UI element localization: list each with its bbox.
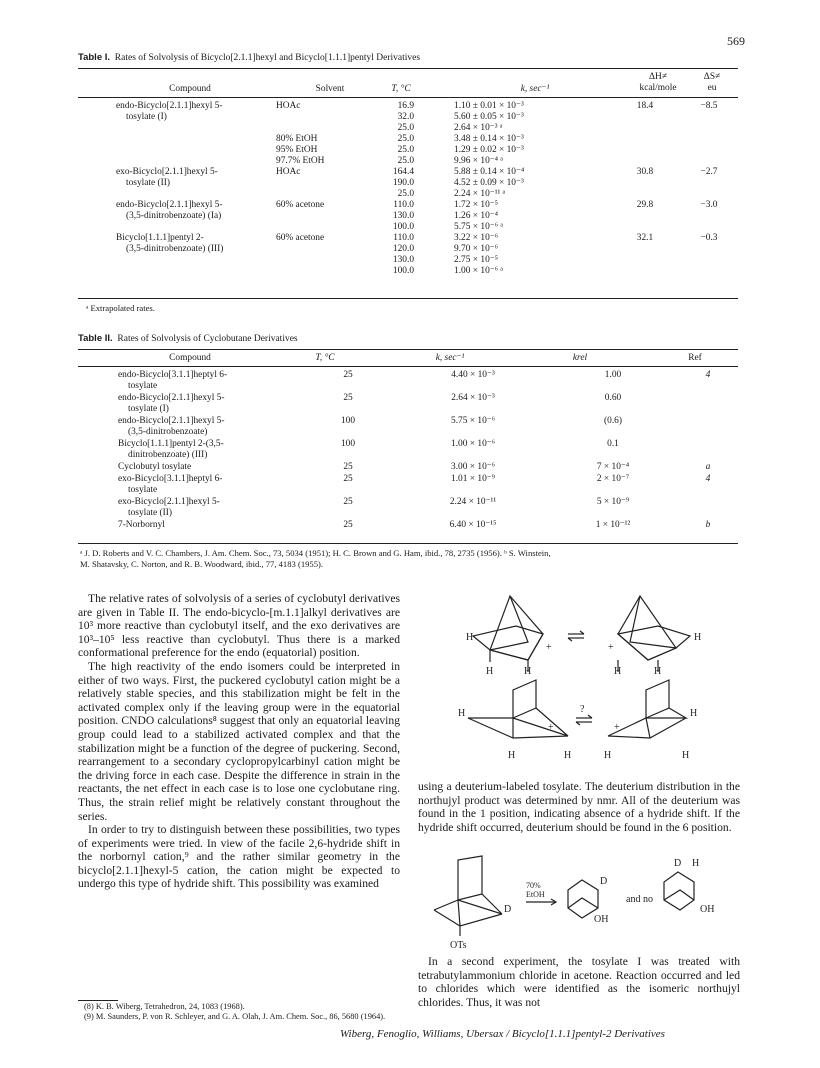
table2-cell-k: 6.40 × 10⁻¹⁵ (449, 520, 497, 530)
table2-cell-t: 25 (343, 462, 353, 472)
svg-text:H: H (486, 666, 494, 677)
table2-cell-k: 2.64 × 10⁻³ (451, 393, 495, 403)
table1-row (78, 189, 738, 200)
table1-cell-t: 25.0 (397, 145, 414, 155)
table1-cell-t: 164.4 (392, 167, 414, 177)
table1-row (78, 255, 738, 266)
page-number: 569 (727, 34, 745, 48)
table1-row (78, 156, 738, 167)
table2-cell-ref (678, 439, 738, 462)
table1-row (78, 222, 738, 233)
table1-cell-k: 2.75 × 10⁻⁵ (454, 255, 498, 265)
structure-1 (490, 596, 543, 660)
table2-top-rule (78, 349, 738, 350)
table1-title: Rates of Solvolysis of Bicyclo[2.1.1]hexyl and Bicyclo[1.1.1]pentyl Derivatives (114, 53, 421, 63)
table1-cell-compound: tosylate (II) (126, 178, 170, 188)
table2-cell-krel: 1.00 (604, 370, 622, 380)
running-head: Wiberg, Fenoglio, Williams, Ubersax / Bicyclo[1.1.1]pentyl-2 Derivatives (340, 1028, 665, 1040)
svg-text:+: + (608, 642, 614, 653)
table2-cell-krel: (0.6) (604, 416, 622, 426)
table1-cell-dh (610, 255, 680, 266)
table2-header-krel: krel (572, 353, 588, 363)
table1-row (78, 101, 738, 112)
table1-cell-ds (680, 145, 738, 156)
table1-cell-ds (680, 112, 738, 123)
table1-header-solvent: Solvent (315, 84, 345, 94)
table1-cell-compound (78, 123, 276, 134)
table1-cell-solvent (276, 112, 368, 123)
table1-cell-ds (680, 266, 738, 277)
table1-header-rule (78, 97, 738, 98)
table1-cell-compound: tosylate (I) (126, 112, 167, 122)
table1-header-dh: ΔH≠ kcal/mole (639, 72, 677, 93)
table2-cell-krel: 5 × 10⁻⁹ (596, 497, 630, 507)
table1-cell-t: 100.0 (392, 266, 414, 276)
table1-cell-ds (680, 189, 738, 200)
table2-cell-k: 4.40 × 10⁻³ (451, 370, 495, 380)
table1-cell-solvent (276, 123, 368, 134)
table1-cell-solvent: 97.7% EtOH (276, 156, 325, 166)
table1-cell-compound: (3,5-dinitrobenzoate) (Ia) (126, 211, 222, 221)
table1-row (78, 123, 738, 134)
svg-text:D: D (600, 876, 608, 887)
svg-text:H: H (614, 666, 622, 677)
table1-row (78, 134, 738, 145)
table2-row (78, 462, 738, 474)
table1-cell-t: 190.0 (392, 178, 414, 188)
table1-cell-t: 110.0 (393, 200, 414, 210)
table1-cell-compound (78, 255, 276, 266)
table1-row (78, 233, 738, 244)
structure-3 (513, 680, 536, 718)
table1-cell-dh (610, 222, 680, 233)
right-column-text-1 (418, 780, 740, 834)
table1-cell-ds: −2.7 (700, 167, 718, 177)
table1-cell-solvent (276, 222, 368, 233)
table2-header-ref: Ref (688, 353, 702, 363)
table1-cell-ds: −0.3 (700, 233, 718, 243)
table2-footnote (80, 548, 740, 570)
table1-cell-compound: Bicyclo[1.1.1]pentyl 2- (116, 233, 204, 243)
left-column-text (78, 592, 400, 891)
table1-cell-dh: 30.8 (636, 167, 654, 177)
table1-cell-dh (610, 145, 680, 156)
label-oh: OH (594, 914, 609, 925)
table2-row (78, 416, 738, 439)
table1-row (78, 211, 738, 222)
table2-cell-ref (678, 393, 738, 416)
table1-cell-t: 110.0 (393, 233, 414, 243)
table2-cell-ref: 4 (705, 474, 711, 484)
table1-header-k: k, sec⁻¹ (520, 84, 550, 94)
table1-cell-t: 100.0 (392, 222, 414, 232)
labeled-tosylate (458, 856, 482, 900)
reagent-percent: 70% (526, 881, 541, 890)
table2-cell-compound: Bicyclo[1.1.1]pentyl 2-(3,5- dinitrobenzoate) (III) (118, 439, 224, 460)
table2-cell-compound: endo-Bicyclo[2.1.1]hexyl 5- (3,5-dinitrobenzoate) (118, 416, 225, 437)
table2-cell-compound: exo-Bicyclo[2.1.1]hexyl 5- tosylate (II) (118, 497, 220, 518)
table1-cell-ds: −8.5 (700, 101, 718, 111)
table1-cell-k: 2.64 × 10⁻³ ᵃ (454, 123, 503, 133)
table1-cell-compound (78, 266, 276, 277)
table2-row (78, 497, 738, 520)
table1-header-compound: Compound (169, 84, 211, 94)
table1-cell-k: 1.00 × 10⁻⁶ ᵃ (454, 266, 503, 276)
table1-cell-dh (610, 244, 680, 255)
table2-label: Table II. (78, 333, 113, 344)
table1-cell-compound (78, 189, 276, 200)
table1-cell-solvent: HOAc (276, 101, 301, 111)
table2-cell-ref (678, 497, 738, 520)
table1-cell-solvent (276, 178, 368, 189)
table1-cell-dh (610, 134, 680, 145)
table2-cell-t: 25 (343, 520, 353, 530)
table2-cell-ref: b (705, 520, 711, 530)
table1-cell-t: 130.0 (392, 211, 414, 221)
table1-cell-ds (680, 178, 738, 189)
table2-cell-krel: 0.1 (607, 439, 619, 449)
table2-header-t: T, °C (315, 353, 335, 363)
table1-cell-t: 25.0 (397, 123, 414, 133)
table2-cell-k: 3.00 × 10⁻⁶ (451, 462, 495, 472)
table1-row (78, 244, 738, 255)
table2-row (78, 474, 738, 497)
table1-cell-k: 5.75 × 10⁻⁶ ᵃ (454, 222, 503, 232)
label-ots: OTs (450, 940, 467, 950)
table1-footnote: ᵃ Extrapolated rates. (86, 303, 155, 313)
table1-cell-solvent: 60% acetone (276, 233, 325, 243)
paragraph-relative-rates: The relative rates of solvolysis of a series of cyclobutyl derivatives are given in Table II. The endo-bicyclo-[m.1.1]alkyl derivatives are 10³ more reactive than cyclobutyl itself, and the exo derivatives are 10³–10⁵ less reactive than cyclobutyl. Thus there is a marked conformational preference for the endo (equatorial) position. (78, 592, 400, 660)
table1-cell-solvent: 95% EtOH (276, 145, 318, 155)
paragraph-high-reactivity: The high reactivity of the endo isomers could be interpreted in either of two ways. First, the puckered cyclobutyl cation might be a relatively stable species, and this stabilization might be felt in the activated complex only if the leaving group were in the equatorial position. CNDO calculations⁸ suggest that only an equatorial leaving group could lead to a stabilized activated complex and that the stabilization might be a function of the degree of puckering. Second, rearrangement to a secondary cyclopropylcarbinyl cation might be the driving force in each case. Despite the difference in strain in the reactants, the net effect in each case is to lose one cyclobutane ring. Thus, the strain relief might be relatively constant throughout the series. (78, 659, 400, 823)
table2-cell-t: 100 (340, 416, 356, 426)
table1-cell-compound (78, 222, 276, 233)
table1-row (78, 178, 738, 189)
table1-cell-dh (610, 211, 680, 222)
table1-cell-compound: exo-Bicyclo[2.1.1]hexyl 5- (116, 167, 218, 177)
svg-text:OH: OH (700, 904, 715, 915)
table2-cell-ref: a (705, 462, 711, 472)
table2-cell-compound: exo-Bicyclo[3.1.1]heptyl 6- tosylate (118, 474, 223, 495)
label-plus: + (546, 642, 552, 653)
table2-cell-compound: 7-Norbornyl (118, 520, 165, 530)
table1-cell-solvent: 80% EtOH (276, 134, 318, 144)
table2-cell-krel: 2 × 10⁻⁷ (596, 474, 630, 484)
table2-cell-t: 25 (343, 474, 353, 484)
svg-text:H: H (682, 750, 690, 761)
table2-title: Rates of Solvolysis of Cyclobutane Derivatives (117, 334, 298, 344)
table2-cell-ref (678, 416, 738, 439)
cation-equilibrium-scheme (418, 590, 740, 780)
table1-cell-k: 5.60 ± 0.05 × 10⁻³ (454, 112, 524, 122)
table1-cell-t: 25.0 (397, 134, 414, 144)
reference-9: (9) M. Saunders, P. von R. Schleyer, and G. A. Olah, J. Am. Chem. Soc., 86, 5680 (1964). (84, 1012, 386, 1021)
svg-text:+: + (614, 722, 620, 733)
svg-text:D: D (674, 858, 682, 869)
table2-cell-krel: 7 × 10⁻⁴ (596, 462, 630, 472)
label-question: ? (580, 704, 585, 715)
table2-cell-compound: endo-Bicyclo[2.1.1]hexyl 5- tosylate (I) (118, 393, 225, 414)
table1-cell-dh: 32.1 (636, 233, 654, 243)
svg-text:H: H (524, 666, 532, 677)
table1-header-ds: ΔS≠ eu (703, 72, 721, 93)
table1-cell-ds (680, 211, 738, 222)
table2-cell-t: 25 (343, 393, 353, 403)
table1-cell-compound (78, 134, 276, 145)
table1-caption (78, 52, 420, 63)
table2-cell-k: 2.24 × 10⁻¹¹ (449, 497, 497, 507)
table1-label: Table I. (78, 52, 111, 63)
deuterium-labeling-scheme (418, 850, 740, 950)
table1-cell-dh (610, 189, 680, 200)
svg-text:H: H (694, 632, 702, 643)
reference-8: (8) K. B. Wiberg, Tetrahedron, 24, 1083 (1968). (84, 1002, 245, 1011)
references (84, 1002, 400, 1022)
table1-row (78, 145, 738, 156)
table1-cell-t: 130.0 (392, 255, 414, 265)
table2-header-k: k, sec⁻¹ (435, 353, 465, 363)
table2-row (78, 439, 738, 462)
table1-cell-dh (610, 123, 680, 134)
label-h: H (466, 632, 474, 643)
table2-cell-t: 100 (340, 439, 356, 449)
svg-text:H: H (690, 708, 698, 719)
table1-cell-dh (610, 266, 680, 277)
table2-cell-krel: 0.60 (604, 393, 622, 403)
table2-row (78, 393, 738, 416)
svg-text:H: H (458, 708, 466, 719)
table2-cell-compound: Cyclobutyl tosylate (118, 462, 192, 472)
table2-footnote-line1: ᵃ J. D. Roberts and V. C. Chambers, J. Am. Chem. Soc., 73, 5034 (1951); H. C. Brown and G. Ham, ibid., 78, 2735 (1956). ᵇ S. Winstein, (80, 548, 551, 558)
table1-cell-t: 25.0 (397, 189, 414, 199)
table1-cell-k: 1.10 ± 0.01 × 10⁻³ (454, 101, 524, 111)
table1-cell-ds (680, 156, 738, 167)
table1-row (78, 266, 738, 277)
table1-cell-k: 3.48 ± 0.14 × 10⁻³ (454, 134, 524, 144)
table1-cell-solvent (276, 244, 368, 255)
table1-cell-solvent (276, 266, 368, 277)
table1-cell-k: 2.24 × 10⁻¹¹ ᵃ (454, 189, 506, 199)
table2-caption (78, 333, 298, 344)
right-column-text-2 (418, 955, 740, 1009)
table1-cell-k: 5.88 ± 0.14 × 10⁻⁴ (454, 167, 525, 177)
table1-cell-ds (680, 134, 738, 145)
table1-cell-t: 32.0 (397, 112, 414, 122)
table1-cell-t: 16.9 (397, 101, 414, 111)
svg-text:H: H (564, 750, 572, 761)
svg-text:+: + (548, 722, 554, 733)
table1-cell-compound (78, 145, 276, 156)
table1-cell-compound: endo-Bicyclo[2.1.1]hexyl 5- (116, 200, 223, 210)
table2-row (78, 520, 738, 532)
table1-cell-k: 1.29 ± 0.02 × 10⁻³ (454, 145, 524, 155)
table1-cell-k: 1.72 × 10⁻⁵ (454, 200, 498, 210)
svg-text:H: H (654, 666, 662, 677)
table1-cell-ds (680, 244, 738, 255)
table1-cell-compound: (3,5-dinitrobenzoate) (III) (126, 244, 224, 254)
table1-cell-k: 9.70 × 10⁻⁶ (454, 244, 498, 254)
table1-header-t: T, °C (391, 84, 411, 94)
table2 (78, 370, 738, 532)
table1-cell-dh: 29.8 (636, 200, 654, 210)
table2-bottom-rule (78, 543, 738, 544)
table1-cell-dh (610, 156, 680, 167)
references-rule (78, 1000, 118, 1001)
table1-cell-solvent: HOAc (276, 167, 301, 177)
table2-cell-k: 1.01 × 10⁻⁹ (451, 474, 495, 484)
table2-cell-krel: 1 × 10⁻¹² (595, 520, 631, 530)
table2-row (78, 370, 738, 393)
paragraph-deuterium: using a deuterium-labeled tosylate. The deuterium distribution in the northujyl product was determined by nmr. All of the deuterium was found in the 1 position, indicating absence of a hydride shift. If the hydride shift occurred, deuterium should be found in the 6 position. (418, 780, 740, 834)
paragraph-experiments: In order to try to distinguish between these possibilities, two types of experiments were tried. In view of the facile 2,6-hydride shift in the norbornyl cation,⁹ and the rather similar geometry in the bicyclo[2.1.1]hexyl-5 cation, the cation might be expected to undergo this type of hydride shift. This possibility was examined (78, 823, 400, 891)
table2-footnote-line2: M. Shatavsky, C. Norton, and R. B. Woodward, ibid., 77, 4183 (1955). (80, 559, 324, 569)
table1-cell-ds (680, 123, 738, 134)
table1-cell-t: 25.0 (397, 156, 414, 166)
structure-4 (646, 680, 669, 718)
table1-cell-t: 120.0 (392, 244, 414, 254)
table1-bottom-rule (78, 298, 738, 299)
reagent-solvent: EtOH (526, 890, 545, 899)
table2-cell-k: 1.00 × 10⁻⁶ (451, 439, 495, 449)
label-and-no: and no (626, 894, 653, 905)
table1-cell-dh (610, 112, 680, 123)
table1-cell-k: 4.52 ± 0.09 × 10⁻³ (454, 178, 524, 188)
table1-cell-compound: endo-Bicyclo[2.1.1]hexyl 5- (116, 101, 223, 111)
table1-cell-k: 3.22 × 10⁻⁶ (454, 233, 498, 243)
table1-row (78, 200, 738, 211)
table2-cell-ref: 4 (705, 370, 711, 380)
table2-cell-t: 25 (343, 370, 353, 380)
table1-cell-ds (680, 222, 738, 233)
table1-top-rule (78, 68, 738, 69)
table1-cell-solvent: 60% acetone (276, 200, 325, 210)
table1-cell-solvent (276, 189, 368, 200)
label-d: D (504, 904, 512, 915)
table1-cell-dh: 18.4 (636, 101, 654, 111)
table1-cell-solvent (276, 211, 368, 222)
table2-cell-compound: endo-Bicyclo[3.1.1]heptyl 6- tosylate (118, 370, 228, 391)
paragraph-second-experiment: In a second experiment, the tosylate I was treated with tetrabutylammonium chloride in acetone. Reaction occurred and led to chlorides which were identified as the isomeric northujyl chlorides. Thus, it was not (418, 955, 740, 1009)
table1 (78, 101, 738, 277)
table1-cell-dh (610, 178, 680, 189)
table2-cell-t: 25 (343, 497, 353, 507)
svg-text:H: H (508, 750, 516, 761)
table2-cell-k: 5.75 × 10⁻⁶ (451, 416, 495, 426)
table1-cell-compound (78, 156, 276, 167)
svg-text:H: H (604, 750, 612, 761)
table1-row (78, 167, 738, 178)
table1-cell-solvent (276, 255, 368, 266)
table1-row (78, 112, 738, 123)
table1-cell-k: 1.26 × 10⁻⁴ (454, 211, 498, 221)
table2-header-compound: Compound (169, 353, 211, 363)
svg-text:H: H (692, 858, 700, 869)
table1-cell-ds: −3.0 (700, 200, 718, 210)
table1-cell-ds (680, 255, 738, 266)
table2-header-rule (78, 366, 738, 367)
table1-cell-k: 9.96 × 10⁻⁴ ᵃ (454, 156, 503, 166)
